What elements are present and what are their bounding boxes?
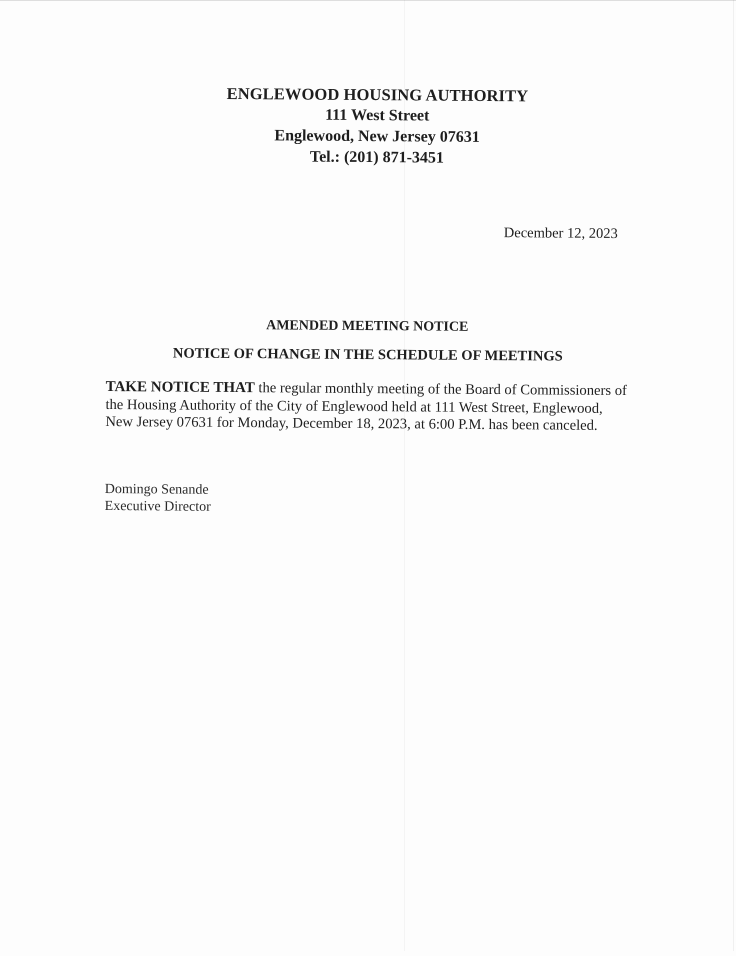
notice-title: AMENDED MEETING NOTICE xyxy=(266,318,469,335)
signatory-name: Domingo Senande xyxy=(104,481,209,498)
notice-subtitle: NOTICE OF CHANGE IN THE SCHEDULE OF MEETINGS xyxy=(172,345,563,365)
signature-block xyxy=(105,481,211,516)
notice-line-1-text: the regular monthly meeting of the Board of Commissioners of xyxy=(254,380,627,400)
notice-date: December 12, 2023 xyxy=(503,225,618,243)
notice-line-3: New Jersey 07631 for Monday, December 18, 2023, at 6:00 P.M. has been canceled. xyxy=(105,413,598,434)
signatory-title: Executive Director xyxy=(104,498,211,515)
organization-name: ENGLEWOOD HOUSING AUTHORITY xyxy=(226,83,529,106)
notice-line-2: the Housing Authority of the City of Englewood held at 111 West Street, Englewood, xyxy=(105,396,603,417)
street-address: 111 West Street xyxy=(325,106,430,125)
city-state-zip: Englewood, New Jersey 07631 xyxy=(274,127,480,146)
notice-body xyxy=(105,379,645,436)
phone-number: Tel.: (201) 871-3451 xyxy=(309,148,445,167)
letterhead xyxy=(199,83,555,170)
notice-lead: TAKE NOTICE THAT xyxy=(105,378,255,397)
